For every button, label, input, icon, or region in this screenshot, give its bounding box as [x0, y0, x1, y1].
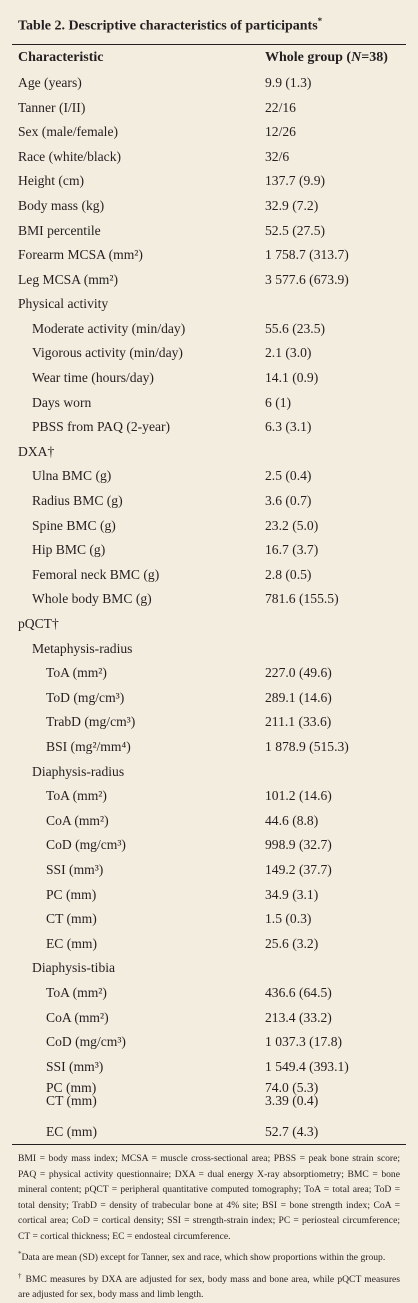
row-value: 16.7 (3.7)	[265, 542, 319, 558]
row-value: 6.3 (3.1)	[265, 419, 312, 435]
row-value: 227.0 (49.6)	[265, 665, 332, 681]
footnote-b	[18, 1269, 400, 1303]
table-row	[12, 563, 406, 588]
table-row	[12, 759, 406, 784]
table-row	[12, 931, 406, 956]
table-title-text: Table 2. Descriptive characteristics of participants	[18, 18, 318, 34]
table-row	[12, 956, 406, 981]
table-row	[12, 243, 406, 268]
row-value: 52.5 (27.5)	[265, 222, 326, 238]
row-label: CoD (mg/cm³)	[46, 837, 126, 853]
row-label: ToD (mg/cm³)	[46, 689, 125, 705]
row-value	[265, 612, 406, 637]
row-value: 22/16	[265, 99, 296, 115]
row-label: Spine BMC (g)	[32, 517, 116, 533]
table-row	[12, 587, 406, 612]
row-value: 2.8 (0.5)	[265, 566, 312, 582]
row-label: Moderate activity (min/day)	[32, 320, 186, 336]
row-label: Tanner (I/II)	[18, 99, 86, 115]
table-row	[12, 538, 406, 563]
row-label: Radius BMC (g)	[32, 493, 123, 509]
table-row	[12, 858, 406, 883]
table-row	[12, 71, 406, 96]
header-characteristic: Characteristic	[18, 49, 104, 65]
row-label: Diaphysis-tibia	[32, 960, 116, 976]
row-label: TrabD (mg/cm³)	[46, 714, 136, 730]
row-label: Body mass (kg)	[18, 197, 105, 213]
row-value: 74.0 (5.3)	[265, 1080, 319, 1095]
table-row	[12, 808, 406, 833]
table-row	[12, 267, 406, 292]
row-label: EC (mm)	[46, 1124, 97, 1139]
row-value: 1 878.9 (515.3)	[265, 738, 349, 754]
row-label: BSI (mg²/mm⁴)	[46, 738, 131, 754]
table-row	[12, 95, 406, 120]
table-title-footnote-mark: *	[317, 16, 323, 26]
row-value: 14.1 (0.9)	[265, 370, 319, 386]
row-value: 2.1 (3.0)	[265, 345, 312, 361]
footnote-a-text: Data are mean (SD) except for Tanner, sex and race, which show proportions within the group.	[21, 1252, 386, 1264]
row-label: Leg MCSA (mm²)	[18, 271, 118, 287]
row-label: Metaphysis-radius	[32, 640, 133, 656]
row-value: 44.6 (8.8)	[265, 812, 319, 828]
table-row	[12, 440, 406, 465]
row-label: Whole body BMC (g)	[32, 591, 152, 607]
table-row	[12, 1079, 406, 1094]
row-label: SSI (mm³)	[46, 861, 104, 877]
table-row	[12, 317, 406, 342]
row-label: CoD (mg/cm³)	[46, 1034, 126, 1050]
row-value: 1 549.4 (393.1)	[265, 1058, 349, 1074]
table-row	[12, 1054, 406, 1079]
footnote-b-mark: †	[18, 1271, 23, 1280]
header-row	[12, 45, 406, 71]
row-label: Sex (male/female)	[18, 124, 119, 140]
table-row	[12, 513, 406, 538]
row-value: 34.9 (3.1)	[265, 886, 319, 902]
table-body	[12, 71, 406, 1144]
table-row	[12, 120, 406, 145]
row-label: Ulna BMC (g)	[32, 468, 112, 484]
header-group-pre: Whole group (	[265, 49, 352, 65]
row-value: 1.5 (0.3)	[265, 911, 312, 927]
row-label: Hip BMC (g)	[32, 542, 106, 558]
row-value: 998.9 (32.7)	[265, 837, 332, 853]
characteristics-table	[12, 45, 406, 1144]
row-label: Days worn	[32, 394, 92, 410]
row-value: 12/26	[265, 124, 296, 140]
row-value	[265, 636, 406, 661]
table-row	[12, 194, 406, 219]
row-label: SSI (mm³)	[46, 1058, 104, 1074]
row-label: PBSS from PAQ (2-year)	[32, 419, 171, 435]
row-label: CT (mm)	[46, 911, 97, 927]
row-value: 9.9 (1.3)	[265, 74, 312, 90]
table-row	[12, 981, 406, 1006]
row-label: Age (years)	[18, 74, 82, 90]
row-label: Femoral neck BMC (g)	[32, 566, 160, 582]
table-row	[12, 390, 406, 415]
table-row	[12, 907, 406, 932]
row-value: 1 758.7 (313.7)	[265, 247, 349, 263]
row-value	[265, 956, 406, 981]
row-value: 3.6 (0.7)	[265, 493, 312, 509]
abbreviations-note: BMI = body mass index; MCSA = muscle cross-sectional area; PBSS = peak bone strain score; PAQ = physical activity questionnaire; DXA = dual energy X-ray absorptiometry; BMC = bone mineral content; pQCT = peripheral quantitative computed tomography; ToA = total area; ToD = total density; TrabD = density of trabecular bone at 4% site; BSI = bone strength index; CoA = cortical area; CoD = cortical density; SSI = strength-strain index; PC = periosteal circumference; CT = cortical thickness; EC = endosteal circumference.	[18, 1153, 400, 1242]
table-row	[12, 661, 406, 686]
row-label: CT (mm)	[46, 1093, 97, 1108]
row-value: 1 037.3 (17.8)	[265, 1034, 343, 1050]
row-value: 213.4 (33.2)	[265, 1009, 332, 1025]
row-label: Diaphysis-radius	[32, 763, 125, 779]
table-row	[12, 833, 406, 858]
table-row	[12, 784, 406, 809]
table-row	[12, 218, 406, 243]
row-label: PC (mm)	[46, 1080, 97, 1095]
table-row	[12, 1005, 406, 1030]
row-label: ToA (mm²)	[46, 788, 107, 804]
table-row	[12, 612, 406, 637]
row-label: Race (white/black)	[18, 148, 122, 164]
row-value: 137.7 (9.9)	[265, 173, 326, 189]
header-group-post: =38)	[361, 49, 388, 65]
row-value: 2.5 (0.4)	[265, 468, 312, 484]
table-row	[12, 686, 406, 711]
row-label: Physical activity	[18, 296, 109, 312]
header-whole-group	[265, 45, 406, 71]
table-row	[12, 489, 406, 514]
row-value: 32/6	[265, 148, 290, 164]
table-row	[12, 169, 406, 194]
table-row	[12, 292, 406, 317]
row-value: 289.1 (14.6)	[265, 689, 332, 705]
header-group-n: N	[351, 49, 362, 65]
row-label: Height (cm)	[18, 173, 85, 189]
table-row	[12, 464, 406, 489]
row-label: CoA (mm²)	[46, 1009, 109, 1025]
table-row	[12, 415, 406, 440]
footnote-a	[18, 1247, 400, 1266]
row-value: 23.2 (5.0)	[265, 517, 319, 533]
row-value: 52.7 (4.3)	[265, 1124, 319, 1139]
row-value	[265, 292, 406, 317]
table-row	[12, 735, 406, 760]
table-row	[12, 144, 406, 169]
row-value	[265, 759, 406, 784]
row-value: 3.39 (0.4)	[265, 1093, 319, 1108]
footnote-b-text: BMC measures by DXA are adjusted for sex, body mass and bone area, while pQCT measures are adjusted for sex, body mass and limb length.	[18, 1273, 401, 1301]
table-notes	[18, 1151, 400, 1303]
row-label: ToA (mm²)	[46, 984, 107, 1000]
row-value: 55.6 (23.5)	[265, 320, 326, 336]
row-value	[265, 440, 406, 465]
table-row	[12, 341, 406, 366]
row-label: CoA (mm²)	[46, 812, 109, 828]
row-label: BMI percentile	[18, 222, 101, 238]
row-value: 32.9 (7.2)	[265, 197, 319, 213]
row-value: 211.1 (33.6)	[265, 714, 332, 730]
bottom-rule	[12, 1144, 406, 1145]
row-label: PC (mm)	[46, 886, 97, 902]
row-label: Wear time (hours/day)	[32, 370, 154, 386]
row-label: EC (mm)	[46, 935, 97, 951]
row-label: Forearm MCSA (mm²)	[18, 247, 143, 263]
row-value: 781.6 (155.5)	[265, 591, 339, 607]
table-row	[12, 882, 406, 907]
table-row	[12, 1109, 406, 1144]
row-value: 3 577.6 (673.9)	[265, 271, 349, 287]
table-row	[12, 1030, 406, 1055]
table-title	[18, 12, 406, 36]
table-row	[12, 636, 406, 661]
footnote-a-mark: *	[18, 1250, 22, 1258]
table-row	[12, 710, 406, 735]
table-row	[12, 366, 406, 391]
row-label: Vigorous activity (min/day)	[32, 345, 183, 361]
row-label: DXA†	[18, 443, 55, 459]
row-value: 25.6 (3.2)	[265, 935, 319, 951]
row-label: ToA (mm²)	[46, 665, 107, 681]
row-value: 149.2 (37.7)	[265, 861, 332, 877]
row-value: 6 (1)	[265, 394, 292, 410]
row-label: pQCT†	[18, 616, 59, 632]
table-row	[12, 1094, 406, 1109]
row-value: 101.2 (14.6)	[265, 788, 332, 804]
row-value: 436.6 (64.5)	[265, 984, 332, 1000]
